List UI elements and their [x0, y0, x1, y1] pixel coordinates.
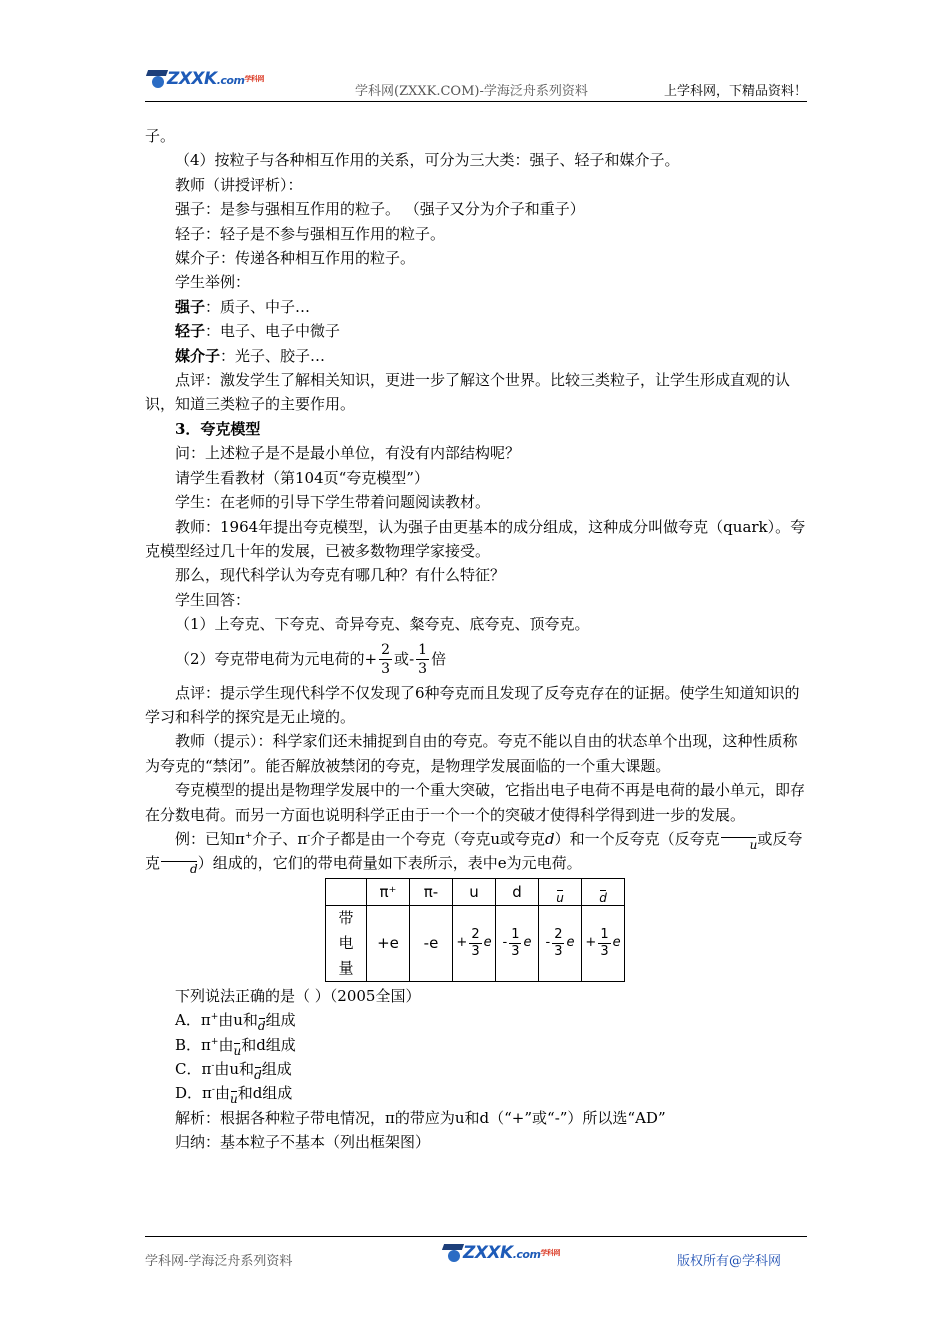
paragraph: 子。 — [145, 127, 176, 145]
table-cell: + $\frac{1}{3}$ e — [582, 905, 625, 981]
page-footer — [145, 1236, 807, 1276]
paragraph: 归纳：基本粒子不基本（列出框架图） — [175, 1133, 431, 1152]
paragraph: 教师：1964年提出夸克模型，认为强子由更基本的成分组成，这种成分叫做夸克（quark）。夸克模型经过几十年的发展，已被多数物理学家接受。 — [145, 517, 806, 560]
footer-rule — [145, 1236, 807, 1237]
table-header: d — [496, 878, 539, 905]
graduation-cap-icon — [147, 68, 167, 90]
paragraph: 学生举例： — [175, 273, 251, 292]
zxxk-logo-footer: ZXXK.com$^{学科网}$ — [443, 1242, 560, 1264]
paragraph: 那么，现代科学认为夸克有哪几种？有什么特征？ — [175, 566, 506, 585]
paragraph: 请学生看教材（第104页“夸克模型”） — [175, 468, 429, 487]
table-header: d — [582, 878, 625, 905]
quark-charge-table — [325, 878, 625, 982]
graduation-cap-icon — [443, 1242, 463, 1264]
option-c: C．π-由u和d组成 — [175, 1060, 292, 1082]
table-header: u — [453, 878, 496, 905]
paragraph: （1）上夸克、下夸克、奇异夸克、粲夸克、底夸克、顶夸克。 — [175, 615, 590, 634]
option-d: D．π-由u和d组成 — [175, 1084, 293, 1107]
table-cell: - $\frac{2}{3}$ e — [539, 905, 582, 981]
paragraph: （4）按粒子与各种相互作用的关系，可分为三大类：强子、轻子和媒介子。 — [175, 151, 680, 170]
paragraph: 学生回答： — [175, 590, 251, 609]
footer-right: 版权所有@学科网 — [676, 1254, 781, 1269]
row-label: 带 电 量 — [326, 905, 367, 981]
paragraph: 例：已知π+介子、π-介子都是由一个夸克（夸克u或夸克d）和一个反夸克（反夸克 u或反夸克 d）组成的，它们的带电荷量如下表所示，表中e为元电荷。 — [145, 829, 803, 877]
paragraph: 夸克模型的提出是物理学发展中的一个重大突破，它指出电子电荷不再是电荷的最小单元，即存在分数电荷。而另一方面也说明科学正由于一个一个的突破才使得科学得到进一步的发展。 — [145, 781, 806, 824]
paragraph: 点评：激发学生了解相关知识，更进一步了解这个世界。比较三类粒子，让学生形成直观的认识，知道三类粒子的主要作用。 — [145, 371, 791, 414]
paragraph: 强子：是参与强相互作用的粒子。 （强子又分为介子和重子） — [175, 200, 585, 219]
table-header: u — [539, 878, 582, 905]
table-cell: + $\frac{2}{3}$ e — [453, 905, 496, 981]
paragraph: 媒介子：光子、胶子… — [175, 346, 326, 365]
paragraph: 下列说法正确的是（ ）（2005全国） — [175, 986, 421, 1005]
zxxk-logo: ZXXK.com$^{学科网}$ — [147, 68, 264, 90]
option-b: B．π+由u和d组成 — [175, 1035, 296, 1058]
paragraph: 问：上述粒子是不是最小单位，有没有内部结构呢？ — [175, 444, 521, 463]
paragraph: 媒介子：传递各种相互作用的粒子。 — [175, 249, 416, 268]
header-title: 学科网(ZXXK.COM)-学海泛舟系列资料 — [355, 84, 588, 99]
table-cell: -e — [410, 905, 453, 981]
paragraph: 点评：提示学生现代科学不仅发现了6种夸克而且发现了反夸克存在的证据。使学生知道知识的学习和科学的探究是无止境的。 — [145, 683, 800, 726]
document-body — [145, 124, 807, 1155]
option-a: A．π+由u和d组成 — [175, 1011, 296, 1034]
page-header — [145, 66, 807, 102]
table-header: π⁺ — [367, 878, 410, 905]
header-rule — [145, 101, 807, 102]
paragraph: 轻子：轻子是不参与强相互作用的粒子。 — [175, 224, 446, 243]
table-cell: - $\frac{1}{3}$ e — [496, 905, 539, 981]
fraction: $\frac{2}{3}$ — [381, 642, 391, 678]
fraction: $\frac{1}{3}$ — [418, 642, 428, 678]
paragraph: 教师（提示）：科学家们还未捕捉到自由的夸克。夸克不能以自由的状态单个出现，这种性质称为夸克的“禁闭”。能否解放被禁闭的夸克，是物理学发展面临的一个重大课题。 — [145, 732, 798, 775]
paragraph: （2）夸克带电荷为元电荷的+ $\frac{2}{3}$ 或- $\frac{1}{3}$ 倍 — [175, 642, 447, 678]
paragraph: 学生：在老师的引导下学生带着问题阅读教材。 — [175, 493, 491, 512]
paragraph: 强子：质子、中子… — [175, 297, 311, 316]
footer-left: 学科网-学海泛舟系列资料 — [145, 1254, 293, 1269]
paragraph: 解析：根据各种粒子带电情况，π的带应为u和d（“+”或“-”）所以选“AD” — [175, 1108, 666, 1127]
paragraph: 教师（讲授评析）： — [175, 175, 303, 194]
header-slogan: 上学科网，下精品资料！ — [663, 84, 807, 99]
table-header: π- — [410, 878, 453, 905]
table-cell: +e — [367, 905, 410, 981]
section-heading: 3．夸克模型 — [175, 419, 261, 438]
paragraph: 轻子：电子、电子中微子 — [175, 322, 341, 341]
